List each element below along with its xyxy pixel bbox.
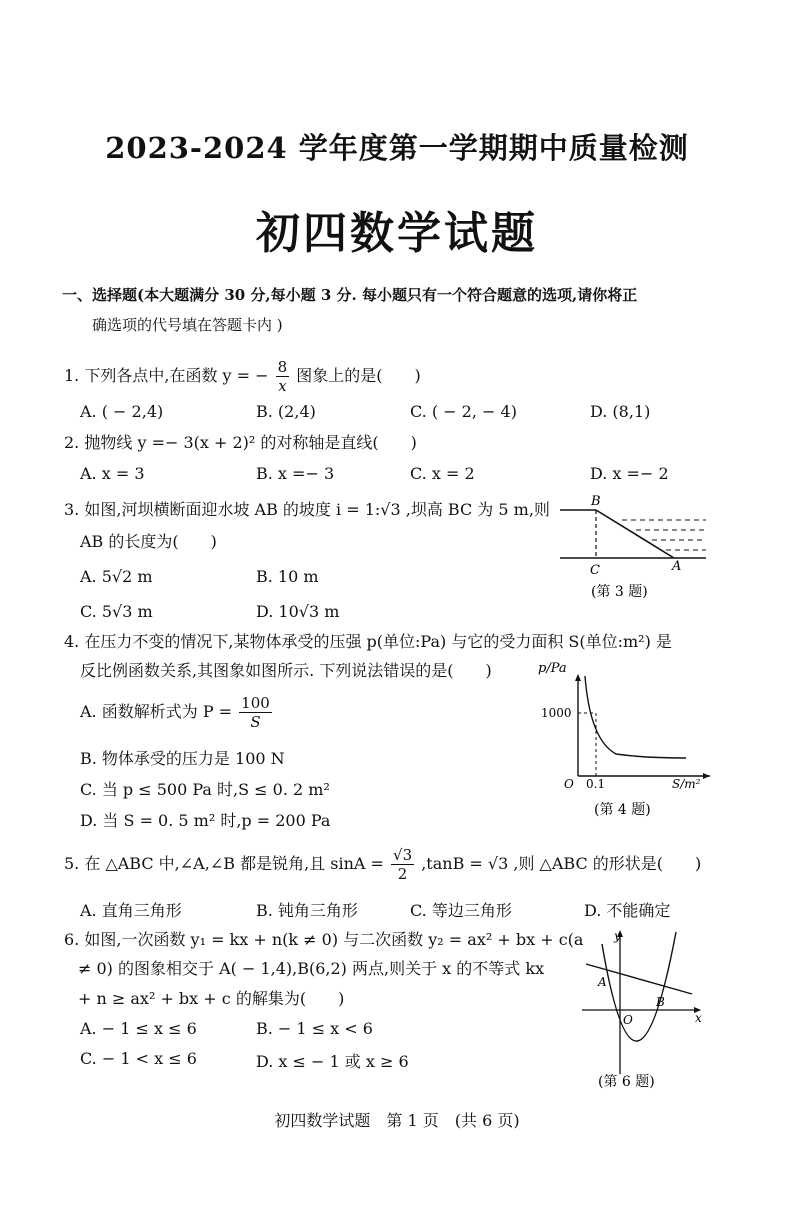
label-a: A (672, 559, 682, 574)
q2-option-c[interactable]: C. x = 2 (410, 464, 475, 483)
page-footer: 初四数学试题 第 1 页 (共 6 页) (274, 1111, 520, 1130)
question-3-stem-line2: AB 的长度为( ) (80, 532, 217, 551)
dam-slope-ab (596, 510, 674, 558)
q4-pressure-graph (538, 654, 718, 822)
question-4-stem-line1: 4. 在压力不变的情况下,某物体承受的压强 p(单位:Pa) 与它的受力面积 S(单位:m²) 是 (64, 632, 672, 651)
q4-option-c[interactable]: C. 当 p ≤ 500 Pa 时,S ≤ 0. 2 m² (80, 780, 330, 799)
q6-option-b[interactable]: B. − 1 ≤ x < 6 (256, 1019, 373, 1038)
x-axis-label: S/m² (672, 777, 701, 791)
q3-option-c[interactable]: C. 5√3 m (80, 602, 153, 621)
question-5-stem: 5. 在 △ABC 中,∠A,∠B 都是锐角,且 sinA = $\frac{√3}{2}$ ,tanB = √3 ,则 △ABC 的形状是( ) (64, 846, 702, 883)
point-a-label: A (598, 975, 607, 989)
point-b-label: B (656, 995, 665, 1009)
q4-option-b[interactable]: B. 物体承受的压力是 100 N (80, 749, 285, 768)
section-heading-line2: 确选项的代号填在答题卡内 ) (92, 316, 283, 334)
q1-fraction: $\frac{8}{x}$ (277, 358, 288, 395)
x-tick-label: 0.1 (586, 777, 606, 791)
q4-figure-caption: (第 4 题) (594, 802, 651, 818)
label-b: B (591, 494, 601, 509)
question-6-stem-line1: 6. 如图,一次函数 y₁ = kx + n(k ≠ 0) 与二次函数 y₂ = ax² + bx + c(a (64, 930, 584, 949)
q2-option-b[interactable]: B. x =− 3 (256, 464, 335, 483)
y-tick-label: 1000 (541, 706, 572, 720)
q5-option-a[interactable]: A. 直角三角形 (80, 901, 182, 920)
q2-option-a[interactable]: A. x = 3 (80, 464, 145, 483)
inverse-curve (585, 676, 686, 758)
q1-option-c[interactable]: C. ( − 2, − 4) (410, 402, 517, 421)
q5-fraction: $\frac{√3}{2}$ (393, 846, 413, 883)
q1-option-d[interactable]: D. (8,1) (590, 402, 651, 421)
y-axis-label: p/Pa (538, 661, 567, 676)
q3-option-b[interactable]: B. 10 m (256, 567, 319, 586)
question-2-stem: 2. 抛物线 y =− 3(x + 2)² 的对称轴是直线( ) (64, 433, 417, 452)
q4-option-d[interactable]: D. 当 S = 0. 5 m² 时,p = 200 Pa (80, 811, 331, 830)
question-4-stem-line2: 反比例函数关系,其图象如图所示. 下列说法错误的是( ) (80, 661, 492, 680)
label-c: C (590, 563, 600, 578)
x-axis-arrow (703, 773, 710, 779)
q3-option-a[interactable]: A. 5√2 m (80, 567, 153, 586)
q5-option-c[interactable]: C. 等边三角形 (410, 901, 512, 920)
q1-option-a[interactable]: A. ( − 2,4) (80, 402, 164, 421)
section-heading-line1: 一、选择题(本大题满分 30 分,每小题 3 分. 每小题只有一个符合题意的选项,请你将正 (62, 286, 638, 304)
question-6-stem-line3: + n ≥ ax² + bx + c 的解集为( ) (78, 989, 345, 1008)
q3-dam-figure (556, 490, 716, 605)
q3-option-d[interactable]: D. 10√3 m (256, 602, 340, 621)
q6-function-graph (578, 924, 708, 1092)
q5-option-d[interactable]: D. 不能确定 (584, 901, 671, 920)
question-3-stem-line1: 3. 如图,河坝横断面迎水坡 AB 的坡度 i = 1:√3 ,坝高 BC 为 5 m,则 (64, 500, 550, 519)
y-axis-label: y (614, 929, 621, 943)
q6-figure-caption: (第 6 题) (598, 1074, 655, 1090)
q4-fraction: $\frac{100}{S}$ (241, 694, 270, 731)
q1-option-b[interactable]: B. (2,4) (256, 402, 316, 421)
origin-label: O (623, 1013, 633, 1027)
q6-option-d[interactable]: D. x ≤ − 1 或 x ≥ 6 (256, 1052, 409, 1071)
question-1-stem: 1. 下列各点中,在函数 y = − $\frac{8}{x}$ 图象上的是( ) (64, 358, 421, 395)
q6-option-a[interactable]: A. − 1 ≤ x ≤ 6 (80, 1019, 197, 1038)
q6-option-c[interactable]: C. − 1 < x ≤ 6 (80, 1049, 197, 1068)
q5-option-b[interactable]: B. 钝角三角形 (256, 901, 358, 920)
x-axis-label: x (695, 1011, 702, 1025)
q4-option-a[interactable]: A. 函数解析式为 P = $\frac{100}{S}$ (80, 694, 270, 731)
question-6-stem-line2: ≠ 0) 的图象相交于 A( − 1,4),B(6,2) 两点,则关于 x 的不等式 kx (78, 959, 545, 978)
origin-label: O (564, 777, 574, 791)
exam-subtitle: 初四数学试题 (256, 208, 538, 259)
y-axis-arrow (575, 674, 581, 681)
q2-option-d[interactable]: D. x =− 2 (590, 464, 669, 483)
exam-title: 2023-2024 学年度第一学期期中质量检测 (105, 131, 689, 165)
q3-figure-caption: (第 3 题) (591, 584, 648, 600)
